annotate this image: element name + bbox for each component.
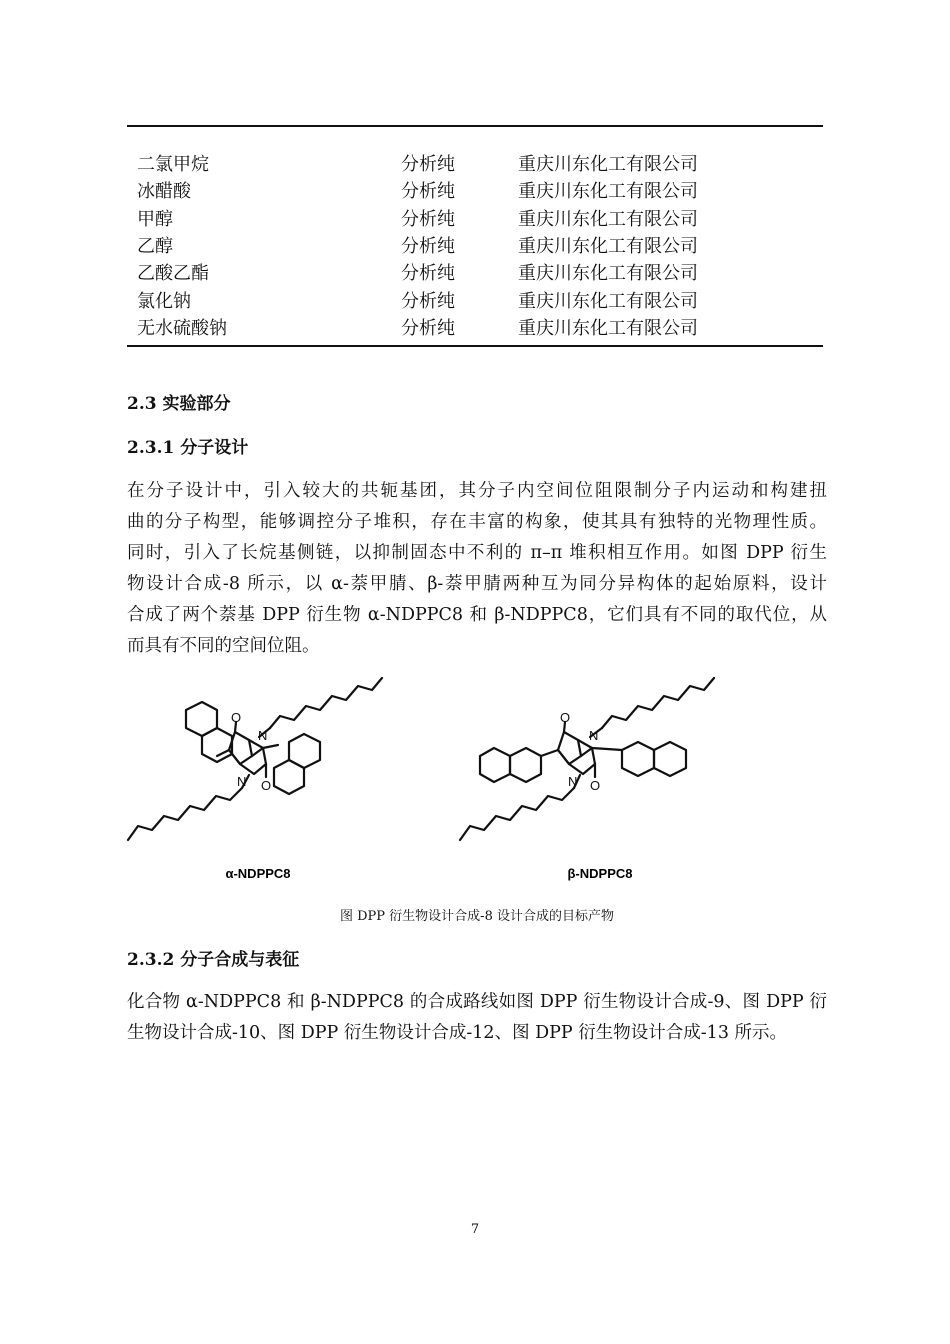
atom-label-oxygen: O [231, 710, 242, 725]
table-row [137, 316, 817, 342]
compound-label-alpha: α-NDPPC8 [225, 866, 291, 881]
atom-label-nitrogen: N [589, 728, 599, 743]
reagent-supplier: 重庆川东化工有限公司 [518, 235, 698, 257]
compound-label-beta: β-NDPPC8 [567, 866, 633, 881]
figure-caption: 图 DPP 衍生物设计合成-8 设计合成的目标产物 [340, 909, 614, 924]
reagent-grade: 分析纯 [401, 154, 455, 175]
reagent-grade: 分析纯 [401, 263, 455, 285]
section-heading-2-3: 2.3 实验部分 [127, 394, 231, 414]
figure-target-products [124, 662, 724, 892]
reagent-name: 甲醇 [137, 208, 173, 230]
beta-ndppc8-structure [460, 678, 714, 840]
reagent-name: 二氯甲烷 [137, 154, 209, 175]
text-line: 合成了两个萘基 DPP 衍生物 α-NDPPC8 和 β-NDPPC8，它们具有不同的取代位，从 [127, 605, 827, 625]
atom-label-nitrogen: N [568, 774, 578, 789]
text-line: 物设计合成-8 所示，以 α-萘甲腈、β-萘甲腈两种互为同分异构体的起始原料，设计 [127, 574, 827, 594]
reagent-grade: 分析纯 [401, 290, 455, 312]
text-line: 化合物 α-NDPPC8 和 β-NDPPC8 的合成路线如图 DPP 衍生物设计合成-9、图 DPP 衍 [127, 992, 827, 1012]
table-row [137, 261, 817, 287]
reagent-supplier: 重庆川东化工有限公司 [518, 208, 698, 230]
table-top-rule [127, 125, 823, 127]
reagent-name: 乙醇 [137, 235, 173, 257]
text-line: 生物设计合成-10、图 DPP 衍生物设计合成-12、图 DPP 衍生物设计合成-13 所示。 [127, 1023, 788, 1043]
reagent-supplier: 重庆川东化工有限公司 [518, 263, 698, 285]
reagent-name: 无水硫酸钠 [137, 317, 227, 339]
reagent-supplier: 重庆川东化工有限公司 [518, 181, 698, 203]
table-row [137, 152, 817, 178]
paragraph-molecular-design [127, 476, 827, 662]
reagent-name: 氯化钠 [137, 290, 191, 312]
table-bottom-rule [127, 345, 823, 347]
text-line: 同时，引入了长烷基侧链，以抑制固态中不利的 π–π 堆积相互作用。如图 DPP 衍生 [127, 543, 827, 563]
table-row [137, 234, 817, 260]
reagent-supplier: 重庆川东化工有限公司 [518, 154, 698, 175]
atom-label-oxygen: O [261, 778, 272, 793]
atom-label-nitrogen: N [237, 774, 247, 789]
section-heading-2-3-2: 2.3.2 分子合成与表征 [127, 950, 300, 970]
text-line: 而具有不同的空间位阻。 [127, 636, 320, 656]
paragraph-synthesis [127, 987, 827, 1049]
reagent-grade: 分析纯 [401, 208, 455, 230]
reagent-supplier: 重庆川东化工有限公司 [518, 290, 698, 312]
reagent-grade: 分析纯 [401, 235, 455, 257]
page-number: 7 [470, 1222, 480, 1237]
table-row [137, 179, 817, 205]
reagent-name: 冰醋酸 [137, 181, 191, 203]
text-line: 在分子设计中，引入较大的共轭基团，其分子内空间位阻限制分子内运动和构建扭 [127, 481, 827, 501]
atom-label-nitrogen: N [258, 728, 268, 743]
reagent-name: 乙酸乙酯 [137, 263, 209, 285]
chemical-structures [124, 662, 724, 892]
atom-label-oxygen: O [560, 710, 571, 725]
text-line: 曲的分子构型，能够调控分子堆积，存在丰富的构象，使其具有独特的光物理性质。 [127, 512, 827, 532]
alpha-ndppc8-structure [128, 678, 382, 840]
table-row [137, 207, 817, 233]
section-heading-2-3-1: 2.3.1 分子设计 [127, 438, 249, 458]
reagent-grade: 分析纯 [401, 181, 455, 203]
atom-label-oxygen: O [590, 778, 601, 793]
reagent-supplier: 重庆川东化工有限公司 [518, 317, 698, 339]
reagent-grade: 分析纯 [401, 317, 455, 339]
table-row [137, 289, 817, 315]
